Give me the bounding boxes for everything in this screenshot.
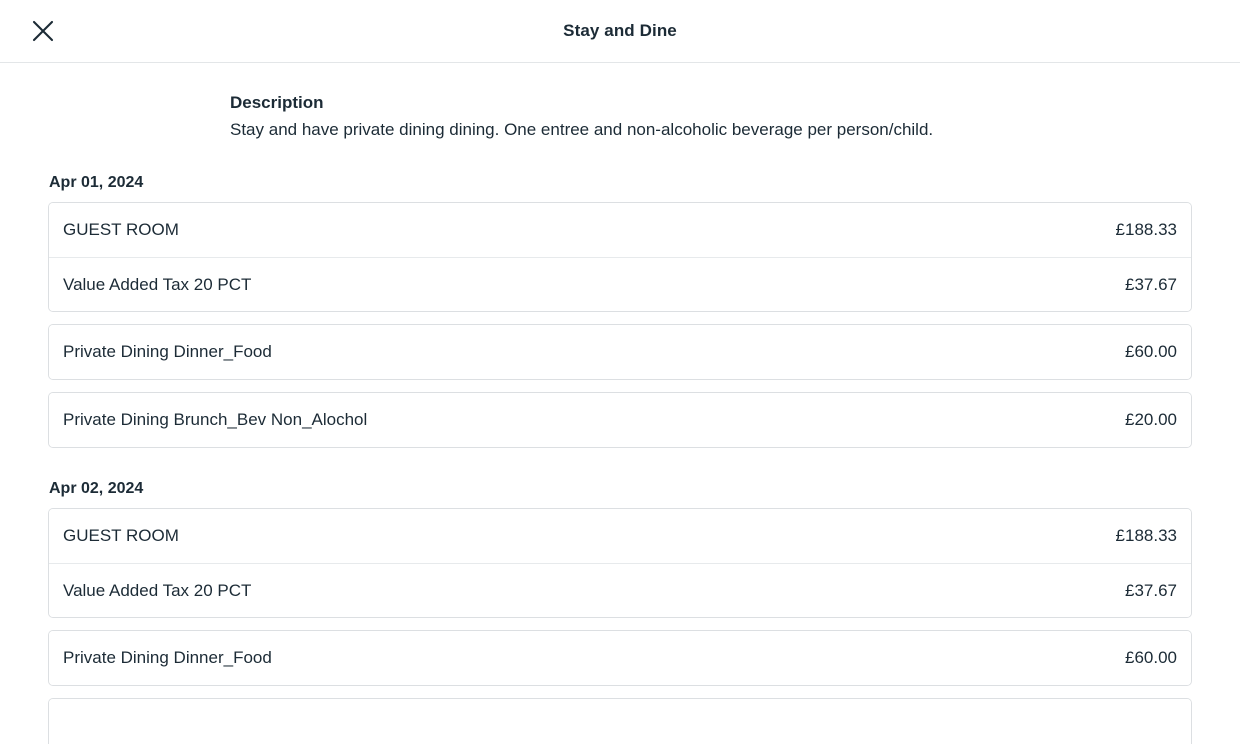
page-title: Stay and Dine (563, 21, 677, 40)
charge-amount: £60.00 (1125, 342, 1177, 362)
modal-body (0, 63, 1240, 744)
close-icon-glyph (32, 20, 54, 42)
charge-row (49, 393, 1191, 447)
charge-name: Private Dining Brunch_Bev Non_Alochol (63, 410, 368, 430)
close-icon[interactable] (26, 14, 60, 48)
charge-row (49, 203, 1191, 257)
charge-row (49, 563, 1191, 617)
date-heading: Apr 02, 2024 (49, 480, 144, 498)
modal-header (0, 0, 1240, 63)
charge-card (48, 202, 1192, 312)
charge-card (48, 698, 1192, 744)
charge-name: Value Added Tax 20 PCT (63, 274, 252, 294)
description-text: Stay and have private dining dining. One entree and non-alcoholic beverage per person/child. (230, 119, 934, 139)
charge-amount: £37.67 (1125, 580, 1177, 600)
charge-amount: £188.33 (1115, 220, 1177, 240)
date-heading: Apr 01, 2024 (49, 174, 144, 192)
charge-name: Value Added Tax 20 PCT (63, 580, 252, 600)
charge-name: GUEST ROOM (63, 220, 179, 240)
charge-amount: £37.67 (1125, 274, 1177, 294)
charge-card (48, 324, 1192, 380)
charge-row (49, 257, 1191, 311)
charge-row (49, 325, 1191, 379)
charge-card (48, 630, 1192, 686)
charge-row (49, 699, 1191, 744)
description-label: Description (230, 93, 324, 112)
charge-amount: £20.00 (1125, 410, 1177, 430)
date-group (0, 480, 1240, 744)
charge-card (48, 392, 1192, 448)
charge-name: Private Dining Dinner_Food (63, 342, 272, 362)
description-block (0, 63, 1240, 142)
charge-name: Private Dining Dinner_Food (63, 648, 272, 668)
charge-amount: £188.33 (1115, 526, 1177, 546)
charges-scroll-area[interactable] (0, 63, 1240, 744)
date-groups-container (0, 174, 1240, 744)
charge-row (49, 631, 1191, 685)
charge-amount: £60.00 (1125, 648, 1177, 668)
charge-row (49, 509, 1191, 563)
charge-card (48, 508, 1192, 618)
date-group (0, 174, 1240, 448)
charge-name: GUEST ROOM (63, 526, 179, 546)
